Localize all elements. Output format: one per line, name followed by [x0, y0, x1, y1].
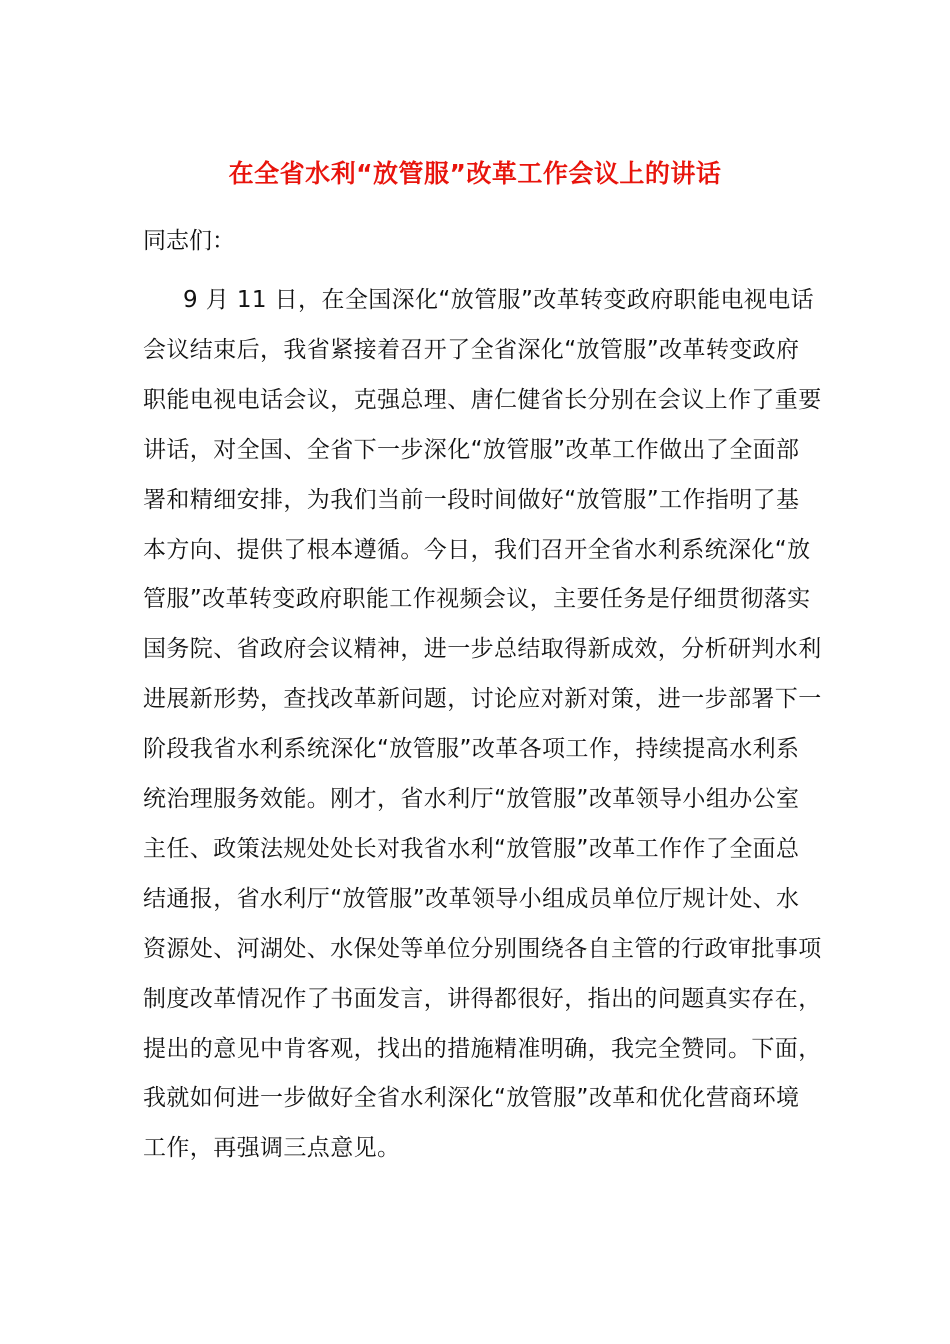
paragraph-line: 提出的意见中肯客观，找出的措施精准明确，我完全赞同。下面， [143, 1035, 822, 1062]
document-title: 在全省水利“放管服”改革工作会议上的讲话 [228, 159, 722, 188]
paragraph-line: 统治理服务效能。刚才，省水利厅“放管服”改革领导小组办公室 [143, 786, 800, 812]
salutation: 同志们： [143, 228, 235, 254]
paragraph-line: 工作，再强调三点意见。 [143, 1135, 401, 1162]
paragraph-line: 9 月 11 日，在全国深化“放管服”改革转变政府职能电视电话 [183, 287, 815, 313]
paragraph-line: 进展新形势，查找改革新问题，讨论应对新对策，进一步部署下一 [143, 686, 822, 713]
paragraph-line: 结通报，省水利厅“放管服”改革领导小组成员单位厅规计处、水 [143, 885, 800, 912]
paragraph-line: 制度改革情况作了书面发言，讲得都很好，指出的问题真实存在， [143, 985, 822, 1012]
paragraph-line: 本方向、提供了根本遵循。今日，我们召开全省水利系统深化“放 [143, 536, 811, 563]
paragraph-line: 职能电视电话会议，克强总理、唐仁健省长分别在会议上作了重要 [143, 386, 822, 413]
paragraph-line: 国务院、省政府会议精神，进一步总结取得新成效，分析研判水利 [143, 636, 822, 663]
paragraph-line: 资源处、河湖处、水保处等单位分别围绕各自主管的行政审批事项 [143, 935, 822, 962]
paragraph-line: 主任、政策法规处处长对我省水利“放管服”改革工作作了全面总 [143, 835, 800, 862]
paragraph-line: 阶段我省水利系统深化“放管服”改革各项工作，持续提高水利系 [143, 736, 800, 763]
paragraph-line: 讲话，对全国、全省下一步深化“放管服”改革工作做出了全面部 [143, 436, 800, 463]
paragraph-line: 我就如何进一步做好全省水利深化“放管服”改革和优化营商环境 [143, 1085, 800, 1112]
paragraph-line: 管服”改革转变政府职能工作视频会议，主要任务是仔细贯彻落实 [143, 586, 811, 613]
paragraph-line: 会议结束后，我省紧接着召开了全省深化“放管服”改革转变政府 [143, 336, 800, 363]
paragraph-line: 署和精细安排，为我们当前一段时间做好“放管服”工作指明了基 [143, 486, 800, 513]
